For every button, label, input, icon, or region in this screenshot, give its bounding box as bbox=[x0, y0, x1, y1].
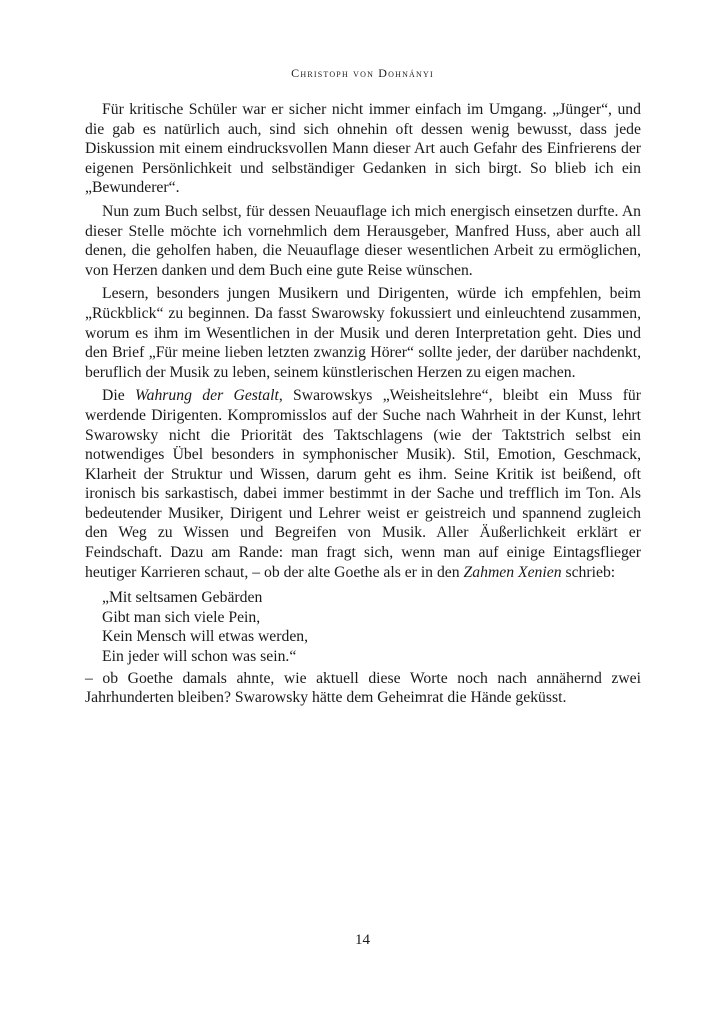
book-title-xenien: Zahmen Xenien bbox=[463, 563, 562, 581]
poem-line: Ein jeder will schon was sein.“ bbox=[102, 648, 297, 666]
paragraph-5: – ob Goethe damals ahnte, wie aktuell diese Worte noch nach annähernd zwei Jahrhunderten bleiben? Swarowsky hätte dem Geheimrat die Hände geküsst. bbox=[85, 669, 641, 707]
poem-quote bbox=[102, 588, 641, 666]
paragraph-3: Lesern, besonders jungen Musikern und Dirigenten, würde ich empfehlen, beim „Rückblick“ zu beginnen. Da fasst Swarowsky fokussiert und einleuchtend zusammen, worum es ihm im Wesentlichen in der Musik und deren Interpretation geht. Dies und den Brief „Für meine lieben letzten zwanzig Hörer“ sollte jeder, der darüber nachdenkt, beruflich der Musik zu leben, seinem künstlerischen Herzen zu eigen machen. bbox=[85, 285, 641, 381]
poem-line: „Mit seltsamen Gebärden bbox=[102, 589, 263, 607]
page-number: 14 bbox=[355, 932, 370, 948]
book-title-wahrung: Wahrung der Gestalt bbox=[134, 387, 279, 405]
main-text bbox=[85, 100, 641, 712]
poem-line: Gibt man sich viele Pein, bbox=[102, 608, 261, 626]
paragraph-2: Nun zum Buch selbst, für dessen Neuauflage ich mich energisch einsetzen durfte. An dieser Stelle möchte ich vornehmlich dem Herausgeber, Manfred Huss, aber auch all denen, die geholfen haben, die Neuauflage dieser wesentlichen Arbeit zu ermöglichen, von Herzen danken und dem Buch eine gute Reise wünschen. bbox=[85, 202, 641, 279]
running-header: Christoph von Dohnányi bbox=[291, 66, 434, 80]
paragraph-4 bbox=[85, 386, 641, 582]
paragraph-4-text-a: Die bbox=[102, 387, 135, 405]
paragraph-4-text-c: schrieb: bbox=[561, 563, 616, 581]
paragraph-4-text-b: , Swarowskys „Weisheitslehre“, bleibt ein Muss für werdende Dirigenten. Kompromisslos auf der Suche nach Wahrheit in der Kunst, lehrt Swarowsky nicht die Priorität des Taktschlagens (wie der Taktstrich selbst ein notwendiges Übel besonders in symphonischer Musik). Stil, Emotion, Geschmack, Klarheit der Struktur und Wissen, darum geht es ihm. Seine Kritik ist beißend, oft ironisch bis sarkastisch, dabei immer bestimmt in der Sache und trefflich im Ton. Als bedeutender Musiker, Dirigent und Lehrer weist er geistreich und spannend zugleich den Weg zu Wissen und Begreifen von Musik. Aller Äußerlichkeit erklärt er Feindschaft. Dazu am Rande: man fragt sich, wenn man auf einige Eintagsflieger heutiger Karrieren schaut, – ob der alte Goethe als er in den bbox=[85, 387, 641, 581]
poem-line: Kein Mensch will etwas werden, bbox=[102, 628, 309, 646]
paragraph-1: Für kritische Schüler war er sicher nicht immer einfach im Umgang. „Jünger“, und die gab es natürlich auch, sind sich ohnehin oft dessen wenig bewusst, dass jede Diskussion mit einem eindrucksvollen Mann dieser Art auch Gefahr des Einfrierens der eigenen Persönlichkeit und selbständiger Gedanken in sich birgt. So blieb ich ein „Bewunderer“. bbox=[85, 101, 641, 197]
